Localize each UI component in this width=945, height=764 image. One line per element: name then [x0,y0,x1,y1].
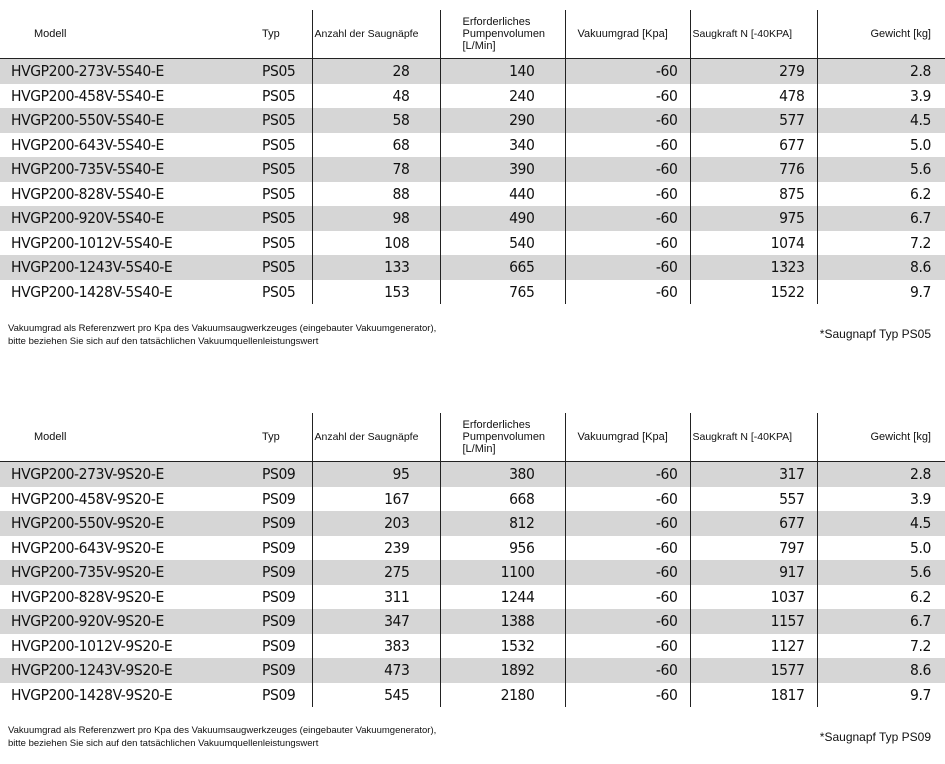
header-pump-line2: Pumpenvolumen [462,431,546,443]
footnote-ps09 [8,724,436,750]
cell-vakuumgrad: -60 [565,634,690,659]
cell-saugkraft: 557 [690,487,817,512]
table-row [0,206,945,231]
header-typ: Typ [187,10,312,59]
cell-model: HVGP200-920V-9S20-E [0,609,187,634]
cell-vakuumgrad: -60 [565,206,690,231]
cell-typ: PS09 [187,683,312,708]
table-row [0,255,945,280]
cell-saugkraft: 975 [690,206,817,231]
cell-gewicht: 7.2 [910,233,931,252]
cell-anzahl: 239 [312,536,440,561]
header-gewicht: Gewicht [kg] [817,413,945,462]
cell-typ: PS09 [187,560,312,585]
cell-vakuumgrad: -60 [565,59,690,84]
cell-model: HVGP200-735V-5S40-E [0,157,187,182]
cell-anzahl: 68 [312,133,440,158]
cell-saugkraft: 677 [690,511,817,536]
cell-gewicht: 8.6 [817,658,945,683]
cell-vakuumgrad: -60 [565,511,690,536]
table-row [0,231,945,256]
cell-typ: PS05 [187,280,312,305]
cell-model: HVGP200-735V-9S20-E [0,560,187,585]
header-pump-line3: [L/Min] [462,443,496,455]
header-pumpenvolumen [440,413,565,462]
spec-table-ps05-block [0,10,945,304]
cell-anzahl: 108 [312,231,440,256]
cell-gewicht: 5.6 [817,560,945,585]
table-header-row [0,10,945,59]
cell-pumpenvolumen: 1244 [440,585,565,610]
cell-gewicht: 2.8 [817,462,945,487]
cell-anzahl: 275 [312,560,440,585]
cell-anzahl: 133 [312,255,440,280]
cell-typ: PS09 [187,462,312,487]
cell-model: HVGP200-273V-5S40-E [0,59,187,84]
cell-pumpenvolumen: 240 [440,84,565,109]
cell-pumpenvolumen: 540 [440,231,565,256]
cell-typ: PS05 [187,84,312,109]
cell-typ: PS05 [187,108,312,133]
cell-saugkraft: 279 [690,59,817,84]
cell-pumpenvolumen: 956 [440,536,565,561]
cell-vakuumgrad: -60 [565,255,690,280]
cell-anzahl: 167 [312,487,440,512]
table-row [0,108,945,133]
cell-pumpenvolumen: 1532 [440,634,565,659]
cell-anzahl: 95 [312,462,440,487]
cell-model: HVGP200-1428V-5S40-E [11,282,173,301]
header-vakuumgrad: Vakuumgrad [Kpa] [565,10,690,59]
cell-typ: PS09 [187,487,312,512]
cell-saugkraft: 1127 [690,634,817,659]
cell-saugkraft: 875 [690,182,817,207]
cell-gewicht: 8.6 [817,255,945,280]
cell-typ: PS09 [187,511,312,536]
cell-anzahl: 28 [312,59,440,84]
cell-saugkraft: 1522 [690,280,817,305]
cell-pumpenvolumen: 490 [440,206,565,231]
cell-saugkraft: 317 [690,462,817,487]
cell-saugkraft: 478 [690,84,817,109]
header-pump-line3: [L/Min] [462,40,496,52]
cell-model: HVGP200-1243V-5S40-E [0,255,187,280]
cell-anzahl: 383 [312,634,440,659]
table-row [0,280,945,305]
header-gewicht: Gewicht [kg] [817,10,945,59]
table-row [0,683,945,708]
table-row [0,585,945,610]
cell-anzahl: 58 [312,108,440,133]
cell-pumpenvolumen: 2180 [440,683,565,708]
cell-anzahl: 473 [312,658,440,683]
cell-typ: PS05 [187,231,312,256]
cell-model: HVGP200-1012V-5S40-E [11,233,173,252]
cell-typ: PS09 [187,585,312,610]
cell-vakuumgrad: -60 [565,133,690,158]
suction-cup-type-note-ps05: *Saugnapf Typ PS05 [819,327,931,341]
header-pump-line2: Pumpenvolumen [462,28,546,40]
cell-pumpenvolumen: 765 [440,280,565,305]
cell-model: HVGP200-550V-5S40-E [0,108,187,133]
cell-saugkraft: 1817 [690,683,817,708]
cell-vakuumgrad: -60 [565,182,690,207]
cell-model: HVGP200-643V-5S40-E [11,135,164,154]
table-row [0,157,945,182]
cell-model: HVGP200-550V-9S20-E [0,511,187,536]
cell-model: HVGP200-1243V-9S20-E [0,658,187,683]
cell-model: HVGP200-920V-5S40-E [0,206,187,231]
cell-typ: PS05 [187,157,312,182]
cell-gewicht: 3.9 [910,86,931,105]
cell-saugkraft: 1074 [690,231,817,256]
cell-anzahl: 78 [312,157,440,182]
cell-gewicht: 2.8 [817,59,945,84]
cell-gewicht: 9.7 [910,685,931,704]
cell-pumpenvolumen: 1100 [440,560,565,585]
cell-anzahl: 48 [312,84,440,109]
table-row [0,609,945,634]
cell-gewicht: 5.0 [910,135,931,154]
cell-gewicht: 6.7 [817,609,945,634]
header-pump-line1: Erforderliches [462,16,531,28]
cell-model: HVGP200-1012V-9S20-E [11,636,173,655]
cell-vakuumgrad: -60 [565,585,690,610]
table-row [0,59,945,84]
cell-pumpenvolumen: 812 [440,511,565,536]
cell-vakuumgrad: -60 [565,108,690,133]
cell-gewicht: 3.9 [910,489,931,508]
cell-model: HVGP200-1428V-9S20-E [11,685,173,704]
cell-anzahl: 88 [312,182,440,207]
table-row [0,487,945,512]
cell-vakuumgrad: -60 [565,658,690,683]
cell-anzahl: 347 [312,609,440,634]
cell-typ: PS05 [187,182,312,207]
cell-pumpenvolumen: 290 [440,108,565,133]
cell-vakuumgrad: -60 [565,609,690,634]
header-anzahl: Anzahl der Saugnäpfe [312,10,440,59]
cell-model: HVGP200-273V-9S20-E [0,462,187,487]
cell-vakuumgrad: -60 [565,84,690,109]
table-row [0,634,945,659]
cell-pumpenvolumen: 390 [440,157,565,182]
cell-gewicht: 7.2 [910,636,931,655]
table-header-row [0,413,945,462]
cell-gewicht: 6.2 [910,184,931,203]
cell-gewicht: 5.6 [817,157,945,182]
cell-saugkraft: 917 [690,560,817,585]
table-row [0,84,945,109]
cell-typ: PS05 [187,206,312,231]
cell-pumpenvolumen: 140 [440,59,565,84]
header-model: Modell [0,413,187,462]
cell-gewicht: 9.7 [910,282,931,301]
cell-saugkraft: 776 [690,157,817,182]
cell-gewicht: 4.5 [817,108,945,133]
cell-saugkraft: 577 [690,108,817,133]
footnote-line1: Vakuumgrad als Referenzwert pro Kpa des Vakuumsaugwerkzeuges (eingebauter Vakuumgenerator), [8,725,437,736]
cell-saugkraft: 1157 [690,609,817,634]
cell-vakuumgrad: -60 [565,157,690,182]
footnote-line2: bitte beziehen Sie sich auf den tatsächlichen Vakuumquellenleistungswert [8,738,319,749]
table-row [0,560,945,585]
cell-model: HVGP200-458V-5S40-E [11,86,164,105]
table-row [0,658,945,683]
cell-anzahl: 98 [312,206,440,231]
cell-typ: PS05 [187,59,312,84]
table-body-ps05 [0,59,945,305]
spec-table-ps09 [0,413,945,707]
cell-anzahl: 203 [312,511,440,536]
cell-vakuumgrad: -60 [565,536,690,561]
header-pump-line1: Erforderliches [462,419,531,431]
cell-gewicht: 5.0 [910,538,931,557]
cell-saugkraft: 1037 [690,585,817,610]
cell-gewicht: 6.7 [817,206,945,231]
cell-model: HVGP200-828V-5S40-E [11,184,164,203]
header-saugkraft: Saugkraft N [-40KPA] [690,10,817,59]
cell-saugkraft: 677 [690,133,817,158]
cell-pumpenvolumen: 440 [440,182,565,207]
footnote-line1: Vakuumgrad als Referenzwert pro Kpa des Vakuumsaugwerkzeuges (eingebauter Vakuumgenerator), [8,323,437,334]
cell-pumpenvolumen: 668 [440,487,565,512]
cell-anzahl: 545 [312,683,440,708]
cell-saugkraft: 1323 [690,255,817,280]
header-pumpenvolumen [440,10,565,59]
cell-vakuumgrad: -60 [565,487,690,512]
cell-anzahl: 153 [312,280,440,305]
cell-gewicht: 4.5 [817,511,945,536]
cell-model: HVGP200-828V-9S20-E [11,587,164,606]
cell-saugkraft: 1577 [690,658,817,683]
header-anzahl: Anzahl der Saugnäpfe [312,413,440,462]
cell-typ: PS09 [187,634,312,659]
table-row [0,182,945,207]
suction-cup-type-note-ps09: *Saugnapf Typ PS09 [819,730,931,744]
cell-vakuumgrad: -60 [565,231,690,256]
cell-pumpenvolumen: 380 [440,462,565,487]
spec-table-ps09-block [0,413,945,707]
table-body-ps09 [0,462,945,708]
cell-typ: PS09 [187,609,312,634]
header-saugkraft: Saugkraft N [-40KPA] [690,413,817,462]
table-row [0,536,945,561]
cell-pumpenvolumen: 1388 [440,609,565,634]
header-vakuumgrad: Vakuumgrad [Kpa] [565,413,690,462]
cell-model: HVGP200-643V-9S20-E [11,538,164,557]
cell-pumpenvolumen: 1892 [440,658,565,683]
spec-table-ps05 [0,10,945,304]
cell-typ: PS09 [187,658,312,683]
cell-gewicht: 6.2 [910,587,931,606]
header-model: Modell [0,10,187,59]
table-row [0,511,945,536]
cell-pumpenvolumen: 340 [440,133,565,158]
cell-vakuumgrad: -60 [565,280,690,305]
cell-model: HVGP200-458V-9S20-E [11,489,164,508]
table-row [0,462,945,487]
cell-pumpenvolumen: 665 [440,255,565,280]
table-row [0,133,945,158]
cell-vakuumgrad: -60 [565,560,690,585]
cell-typ: PS09 [187,536,312,561]
cell-typ: PS05 [187,255,312,280]
cell-typ: PS05 [187,133,312,158]
footnote-ps05 [8,322,436,348]
footnote-line2: bitte beziehen Sie sich auf den tatsächlichen Vakuumquellenleistungswert [8,336,319,347]
cell-saugkraft: 797 [690,536,817,561]
header-typ: Typ [187,413,312,462]
cell-vakuumgrad: -60 [565,462,690,487]
cell-anzahl: 311 [312,585,440,610]
cell-vakuumgrad: -60 [565,683,690,708]
